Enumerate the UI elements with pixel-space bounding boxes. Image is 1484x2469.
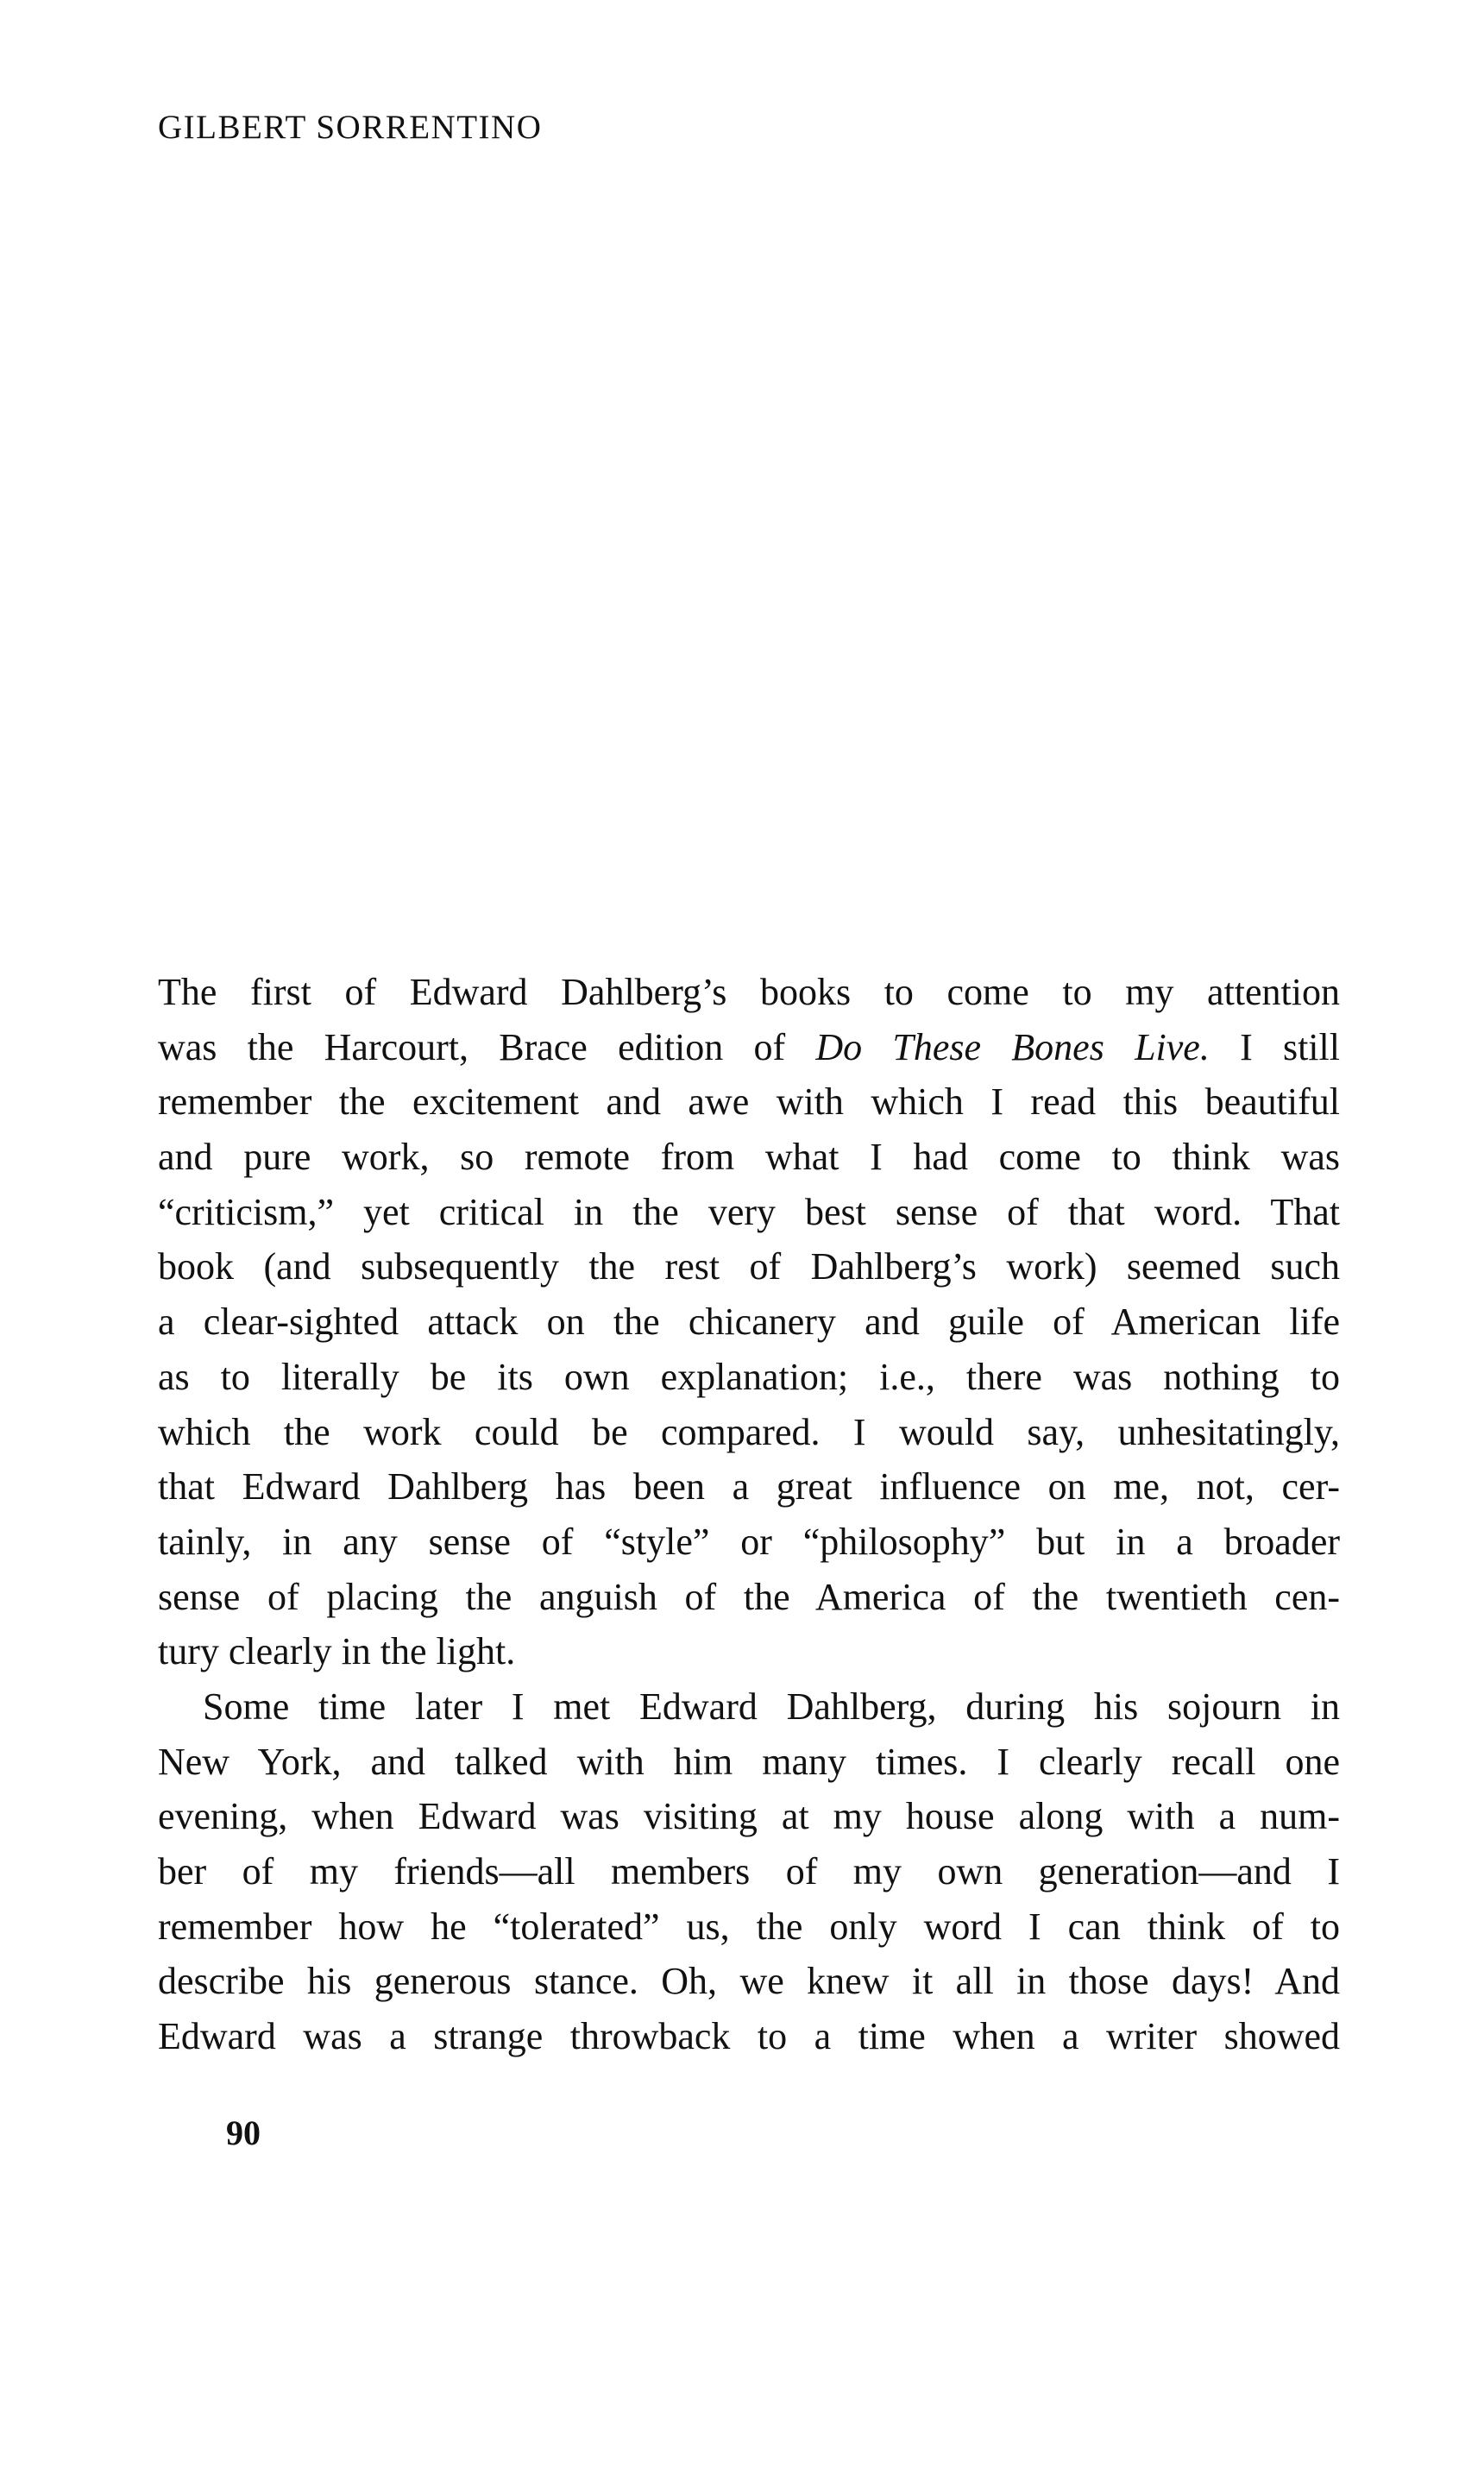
text-line	[158, 1020, 1340, 1075]
text-line: remember the excitement and awe with which I read this beautiful	[158, 1080, 1340, 1124]
book-title: Do These Bones Live.	[815, 1025, 1210, 1068]
text-line: The first of Edward Dahlberg’s books to come to my attention	[158, 971, 1340, 1013]
page-number: 90	[226, 2113, 261, 2152]
text-line: describe his generous stance. Oh, we knew it all in those days! And	[158, 1960, 1340, 2003]
text-line: Edward was a strange throwback to a time when a writer showed	[158, 2015, 1340, 2058]
text-line: a clear-sighted attack on the chicanery and guile of American life	[158, 1301, 1340, 1344]
text-line: New York, and talked with him many times. I clearly recall one	[158, 1740, 1340, 1783]
body-text	[158, 965, 1340, 2064]
text-line: and pure work, so remote from what I had come to think was	[158, 1136, 1340, 1179]
text-line: Some time later I met Edward Dahlberg, during his sojourn in	[203, 1685, 1340, 1728]
text-line: which the work could be compared. I would say, unhesitatingly,	[158, 1410, 1340, 1453]
text-line: remember how he “tolerated” us, the only word I can think of to	[158, 1905, 1340, 1948]
text-line: ber of my friends—all members of my own generation—and I	[158, 1850, 1340, 1893]
text-run: I still	[1209, 1025, 1340, 1068]
text-run: was the Harcourt, Brace edition of	[158, 1025, 816, 1068]
text-line: tury clearly in the light.	[158, 1630, 516, 1673]
text-line: as to literally be its own explanation; i.e., there was nothing to	[158, 1355, 1340, 1398]
text-line: book (and subsequently the rest of Dahlberg’s work) seemed such	[158, 1245, 1340, 1288]
text-line: “criticism,” yet critical in the very best sense of that word. That	[158, 1190, 1340, 1233]
text-line: that Edward Dahlberg has been a great influence on me, not, cer-	[158, 1465, 1340, 1508]
running-head: GILBERT SORRENTINO	[158, 109, 543, 146]
text-line: evening, when Edward was visiting at my house along with a num-	[158, 1795, 1340, 1838]
text-line: sense of placing the anguish of the America of the twentieth cen-	[158, 1575, 1340, 1618]
text-line: tainly, in any sense of “style” or “philosophy” but in a broader	[158, 1520, 1340, 1563]
